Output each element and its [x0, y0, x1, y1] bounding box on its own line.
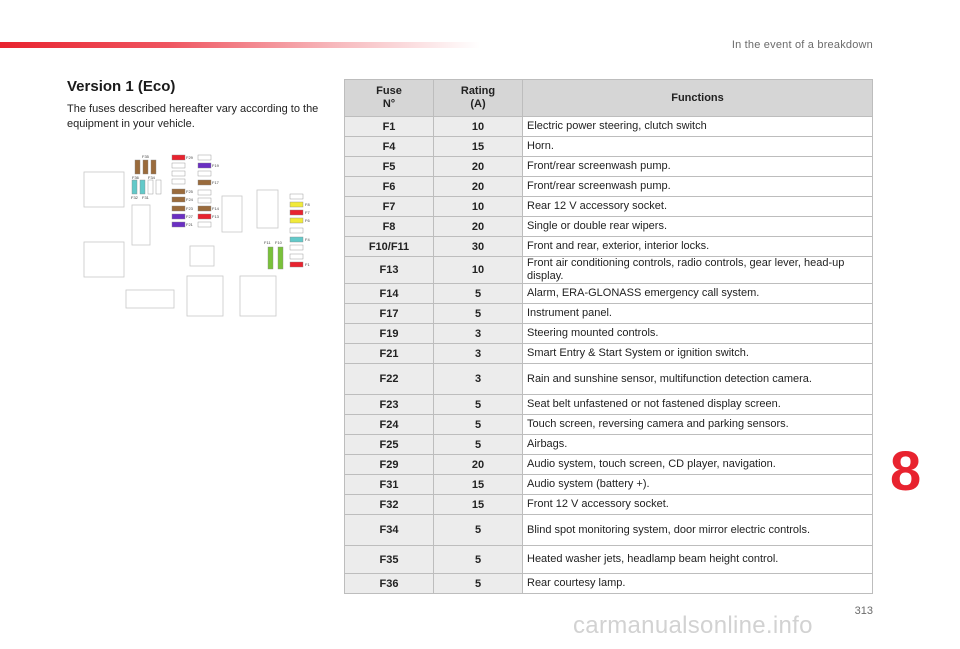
diagram-label-f34: F34: [148, 175, 155, 180]
function-cell: Instrument panel.: [523, 304, 873, 324]
diagram-label-f11: F11: [264, 240, 271, 245]
function-cell: Single or double rear wipers.: [523, 217, 873, 237]
fuse-cell: F8: [345, 217, 434, 237]
diagram-label-f25: F25: [186, 189, 193, 194]
table-row: [345, 475, 873, 495]
fuse-cell: F34: [345, 515, 434, 546]
rating-cell: 5: [434, 515, 523, 546]
fuse-cell: F7: [345, 197, 434, 217]
table-row: [345, 364, 873, 395]
table-row: [345, 515, 873, 546]
function-cell: Blind spot monitoring system, door mirror electric controls.: [523, 515, 873, 546]
watermark: carmanualsonline.info: [573, 612, 813, 639]
rating-cell: 10: [434, 117, 523, 137]
table-row: [345, 435, 873, 455]
diagram-label-f29: F29: [186, 155, 193, 160]
rating-cell: 5: [434, 546, 523, 574]
page-number: 313: [854, 605, 873, 617]
diagram-label-f7: F7: [305, 210, 310, 215]
fuse-cell: F22: [345, 364, 434, 395]
header-fuse: Fuse N°: [345, 80, 434, 117]
table-row: [345, 304, 873, 324]
diagram-label-f13: F13: [212, 214, 219, 219]
chapter-number: 8: [890, 439, 922, 502]
rating-cell: 3: [434, 344, 523, 364]
fuse-cell: F14: [345, 284, 434, 304]
function-cell: Electric power steering, clutch switch: [523, 117, 873, 137]
table-row: [345, 395, 873, 415]
function-cell: Touch screen, reversing camera and parking sensors.: [523, 415, 873, 435]
rating-cell: 10: [434, 257, 523, 284]
diagram-label-f8: F8: [305, 202, 310, 207]
table-row: [345, 344, 873, 364]
diagram-label-f19: F19: [212, 163, 219, 168]
rating-cell: 15: [434, 475, 523, 495]
rating-cell: 5: [434, 574, 523, 594]
function-cell: Rear courtesy lamp.: [523, 574, 873, 594]
rating-cell: 20: [434, 217, 523, 237]
fuse-cell: F21: [345, 344, 434, 364]
diagram-label-f6: F6: [305, 218, 310, 223]
diagram-label-f21: F21: [186, 222, 193, 227]
table-header-row: [345, 80, 873, 117]
diagram-label-f24: F24: [186, 197, 193, 202]
table-row: [345, 117, 873, 137]
rating-cell: 15: [434, 495, 523, 515]
function-cell: Smart Entry & Start System or ignition switch.: [523, 344, 873, 364]
function-cell: Seat belt unfastened or not fastened display screen.: [523, 395, 873, 415]
version-heading: Version 1 (Eco): [67, 78, 176, 95]
fuse-cell: F25: [345, 435, 434, 455]
rating-cell: 5: [434, 415, 523, 435]
table-row: [345, 257, 873, 284]
diagram-label-f27: F27: [186, 214, 193, 219]
fuse-cell: F36: [345, 574, 434, 594]
function-cell: Front air conditioning controls, radio controls, gear lever, head-up display.: [523, 257, 873, 284]
table-row: [345, 574, 873, 594]
fuse-cell: F10/F11: [345, 237, 434, 257]
rating-cell: 5: [434, 284, 523, 304]
fuse-cell: F19: [345, 324, 434, 344]
fuse-cell: F23: [345, 395, 434, 415]
function-cell: Heated washer jets, headlamp beam height control.: [523, 546, 873, 574]
table-row: [345, 137, 873, 157]
table-row: [345, 495, 873, 515]
function-cell: Steering mounted controls.: [523, 324, 873, 344]
rating-cell: 30: [434, 237, 523, 257]
function-cell: Audio system (battery +).: [523, 475, 873, 495]
diagram-label-f1: F1: [305, 262, 310, 267]
function-cell: Airbags.: [523, 435, 873, 455]
function-cell: Alarm, ERA-GLONASS emergency call system.: [523, 284, 873, 304]
rating-cell: 3: [434, 324, 523, 344]
fuse-cell: F31: [345, 475, 434, 495]
diagram-label-f10: F10: [275, 240, 282, 245]
rating-cell: 5: [434, 395, 523, 415]
top-accent-bar: [0, 42, 480, 48]
fuse-cell: F1: [345, 117, 434, 137]
header-rating: Rating (A): [434, 80, 523, 117]
table-row: [345, 177, 873, 197]
section-title: In the event of a breakdown: [731, 39, 873, 51]
fuse-cell: F17: [345, 304, 434, 324]
table-row: [345, 197, 873, 217]
table-row: [345, 217, 873, 237]
diagram-label-f14: F14: [212, 206, 219, 211]
rating-cell: 20: [434, 455, 523, 475]
table-row: [345, 546, 873, 574]
function-cell: Horn.: [523, 137, 873, 157]
diagram-label-f35: F35: [142, 154, 149, 159]
table-row: [345, 157, 873, 177]
table-row: [345, 324, 873, 344]
table-row: [345, 415, 873, 435]
diagram-label-f36: F36: [132, 175, 139, 180]
function-cell: Front 12 V accessory socket.: [523, 495, 873, 515]
fuse-cell: F29: [345, 455, 434, 475]
fuse-cell: F32: [345, 495, 434, 515]
fuse-cell: F4: [345, 137, 434, 157]
rating-cell: 20: [434, 177, 523, 197]
diagram-label-f17: F17: [212, 180, 219, 185]
fuse-box-diagram: [82, 150, 322, 320]
function-cell: Rear 12 V accessory socket.: [523, 197, 873, 217]
function-cell: Rain and sunshine sensor, multifunction detection camera.: [523, 364, 873, 395]
rating-cell: 5: [434, 304, 523, 324]
fuse-cell: F13: [345, 257, 434, 284]
table-row: [345, 237, 873, 257]
table-row: [345, 284, 873, 304]
fuse-cell: F5: [345, 157, 434, 177]
diagram-label-f31: F31: [142, 195, 149, 200]
rating-cell: 20: [434, 157, 523, 177]
fuse-cell: F6: [345, 177, 434, 197]
fuse-table: [344, 79, 873, 594]
function-cell: Front/rear screenwash pump.: [523, 177, 873, 197]
rating-cell: 10: [434, 197, 523, 217]
rating-cell: 5: [434, 435, 523, 455]
header-functions: Functions: [523, 80, 873, 117]
fuse-cell: F24: [345, 415, 434, 435]
fuse-cell: F35: [345, 546, 434, 574]
function-cell: Audio system, touch screen, CD player, navigation.: [523, 455, 873, 475]
rating-cell: 15: [434, 137, 523, 157]
table-row: [345, 455, 873, 475]
diagram-label-f32: F32: [131, 195, 138, 200]
diagram-label-f23: F23: [186, 206, 193, 211]
intro-text: The fuses described hereafter vary according to the equipment in your vehicle.: [67, 103, 319, 130]
rating-cell: 3: [434, 364, 523, 395]
diagram-label-f4: F4: [305, 237, 310, 242]
function-cell: Front/rear screenwash pump.: [523, 157, 873, 177]
function-cell: Front and rear, exterior, interior locks.: [523, 237, 873, 257]
